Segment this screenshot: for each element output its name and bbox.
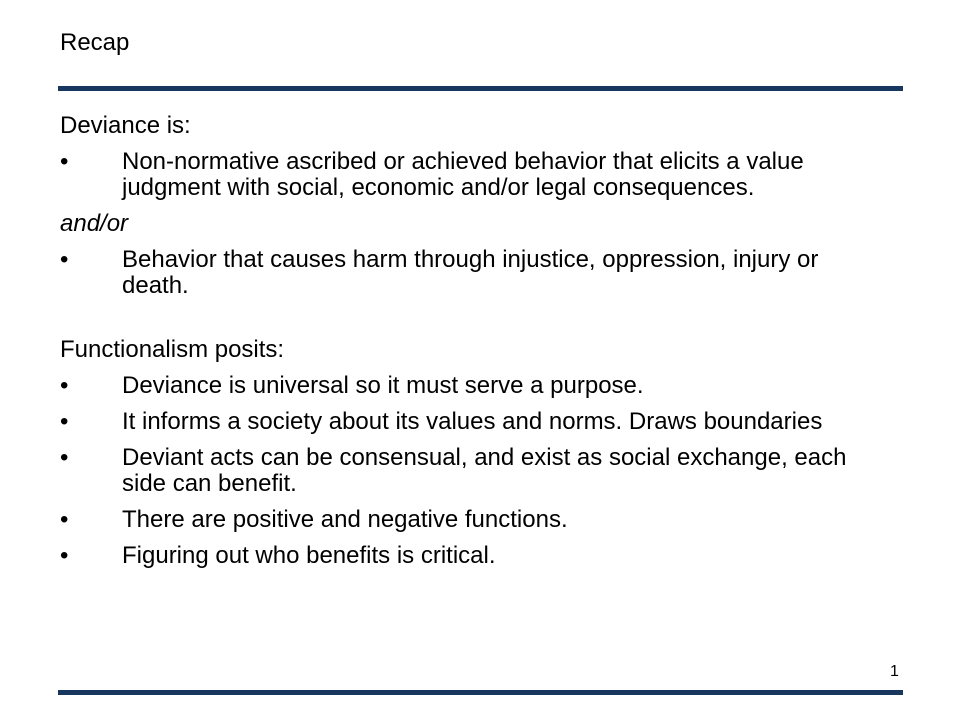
bullet-icon: • [60,408,69,435]
bullet-text: Deviance is universal so it must serve a purpose. [122,372,644,399]
bullet-icon: • [60,444,69,471]
list-item [60,543,860,569]
deviance-heading: Deviance is: [60,112,191,139]
list-item [60,373,860,399]
slide-content [60,113,860,569]
bullet-text: Deviant acts can be consensual, and exist as social exchange, each side can benefit. [122,444,847,497]
bullet-text: It informs a society about its values and norms. Draws boundaries [122,408,823,435]
bullet-icon: • [60,506,69,533]
slide-title: Recap [60,29,130,56]
functionalism-heading: Functionalism posits: [60,336,285,363]
title-divider [58,86,903,91]
bullet-icon: • [60,542,69,569]
footer-divider [58,690,903,695]
bullet-icon: • [60,372,69,399]
bullet-text: Behavior that causes harm through injustice, oppression, injury or death. [122,246,819,299]
list-item [60,507,860,533]
bullet-icon: • [60,148,69,175]
list-item [60,409,860,435]
list-item [60,445,860,497]
list-item [60,149,860,201]
connector-text: and/or [60,210,129,237]
bullet-text: There are positive and negative functions. [122,506,568,533]
list-item [60,247,860,299]
bullet-text: Non-normative ascribed or achieved behavior that elicits a value judgment with social, economic and/or legal consequences. [122,148,804,201]
bullet-text: Figuring out who benefits is critical. [122,542,496,569]
slide-number: 1 [890,663,899,680]
bullet-icon: • [60,246,69,273]
